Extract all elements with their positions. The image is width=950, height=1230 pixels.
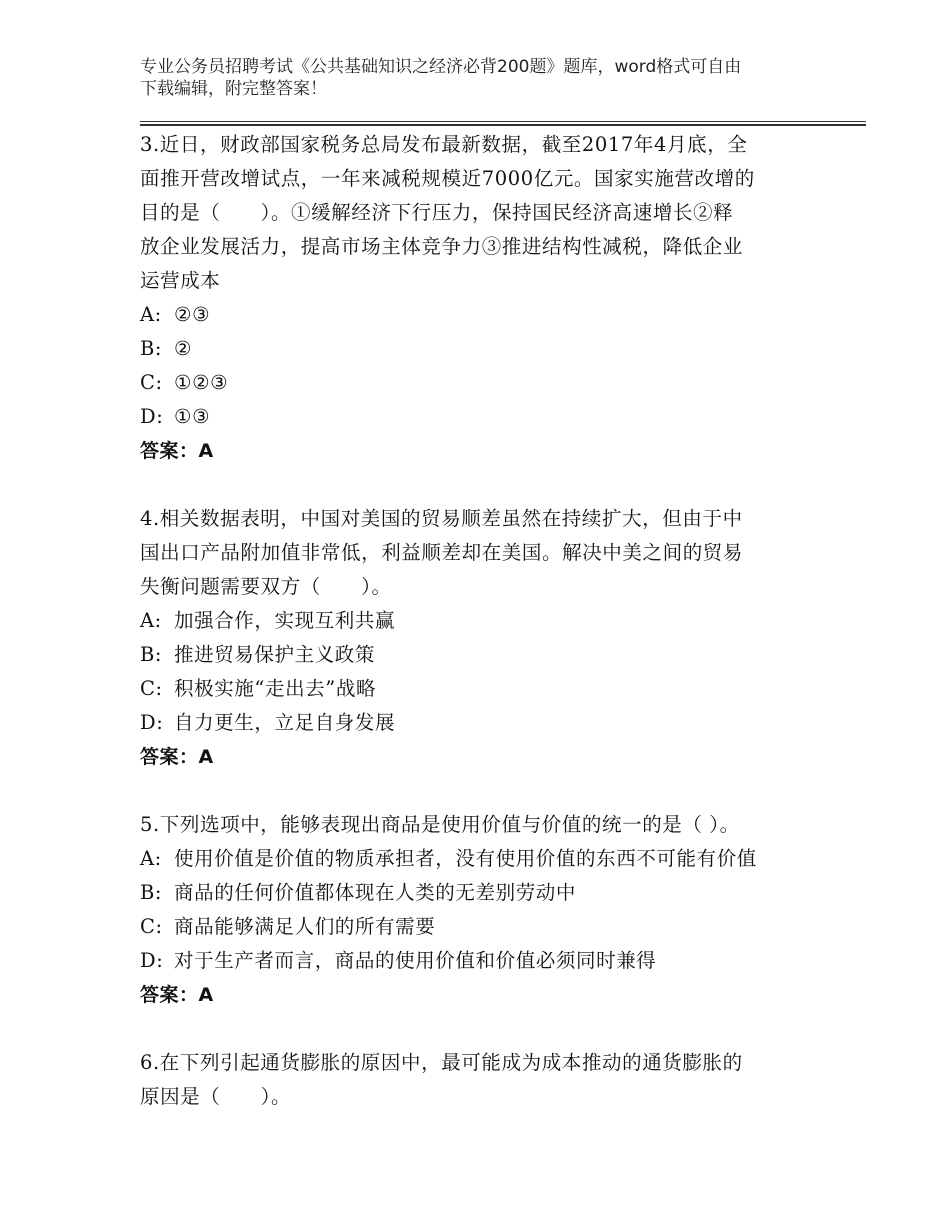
option-letter: C:: [140, 915, 163, 938]
option-c: [140, 910, 820, 944]
option-letter: B:: [140, 337, 163, 360]
option-text: 对于生产者而言，商品的使用价值和价值必须同时兼得: [174, 949, 657, 972]
option-letter: D:: [140, 711, 164, 734]
option-c: [140, 366, 820, 400]
question-stem-line: 运营成本: [140, 269, 221, 292]
question-spacer: [140, 774, 820, 808]
option-text: 加强合作，实现互利共赢: [174, 609, 396, 632]
question-list: [140, 128, 820, 1114]
question-stem-line: 失衡问题需要双方（ ）。: [140, 575, 392, 598]
question-stem-line: 5.下列选项中，能够表现出商品是使用价值与价值的统一的是（ ）。: [140, 813, 740, 836]
question-3: [140, 128, 820, 468]
option-text: 推进贸易保护主义政策: [174, 643, 376, 666]
question-5: [140, 808, 820, 1012]
header-line-2: 下载编辑，附完整答案！: [140, 79, 327, 99]
option-letter: C:: [140, 371, 163, 394]
option-b: [140, 638, 820, 672]
answer-line: 答案：A: [140, 746, 214, 768]
option-text: ②③: [174, 303, 211, 326]
option-text: ①②③: [174, 371, 229, 394]
header-line-1: 专业公务员招聘考试《公共基础知识之经济必背200题》题库，word格式可自由: [140, 57, 742, 77]
option-letter: D:: [140, 405, 164, 428]
question-stem-line: 6.在下列引起通货膨胀的原因中，最可能成为成本推动的通货膨胀的: [140, 1051, 743, 1074]
question-4: [140, 502, 820, 774]
question-stem-line: 3.近日，财政部国家税务总局发布最新数据，截至2017年4月底，全: [140, 133, 748, 156]
answer-line: 答案：A: [140, 984, 214, 1006]
option-b: [140, 876, 820, 910]
option-b: [140, 332, 820, 366]
option-letter: A:: [140, 303, 162, 326]
option-a: [140, 298, 820, 332]
option-d: [140, 944, 820, 978]
option-letter: A:: [140, 609, 162, 632]
question-6: [140, 1046, 820, 1114]
question-stem-line: 原因是（ ）。: [140, 1085, 292, 1108]
option-text: 自力更生，立足自身发展: [174, 711, 396, 734]
option-letter: B:: [140, 643, 163, 666]
option-letter: C:: [140, 677, 163, 700]
option-text: ②: [174, 337, 193, 360]
option-text: 商品能够满足人们的所有需要: [174, 915, 436, 938]
option-d: [140, 706, 820, 740]
option-a: [140, 842, 820, 876]
option-text: ①③: [174, 405, 211, 428]
option-text: 积极实施“走出去”战略: [174, 677, 377, 700]
option-text: 使用价值是价值的物质承担者，没有使用价值的东西不可能有价值: [174, 847, 757, 870]
question-stem-line: 面推开营改增试点，一年来减税规模近7000亿元。国家实施营改增的: [140, 167, 755, 190]
question-stem-line: 放企业发展活力，提高市场主体竞争力③推进结构性减税，降低企业: [140, 235, 744, 258]
question-stem-line: 4.相关数据表明，中国对美国的贸易顺差虽然在持续扩大，但由于中: [140, 507, 743, 530]
option-letter: A:: [140, 847, 162, 870]
document-header: [140, 56, 820, 100]
header-rule-thick: [140, 124, 866, 126]
option-letter: D:: [140, 949, 164, 972]
answer-line: 答案：A: [140, 440, 214, 462]
option-text: 商品的任何价值都体现在人类的无差别劳动中: [174, 881, 577, 904]
option-c: [140, 672, 820, 706]
header-rule-thin: [140, 121, 866, 122]
option-d: [140, 400, 820, 434]
option-letter: B:: [140, 881, 163, 904]
question-spacer: [140, 1012, 820, 1046]
question-spacer: [140, 468, 820, 502]
question-stem-line: 目的是（ ）。①缓解经济下行压力，保持国民经济高速增长②释: [140, 201, 734, 224]
question-stem-line: 国出口产品附加值非常低，利益顺差却在美国。解决中美之间的贸易: [140, 541, 744, 564]
option-a: [140, 604, 820, 638]
